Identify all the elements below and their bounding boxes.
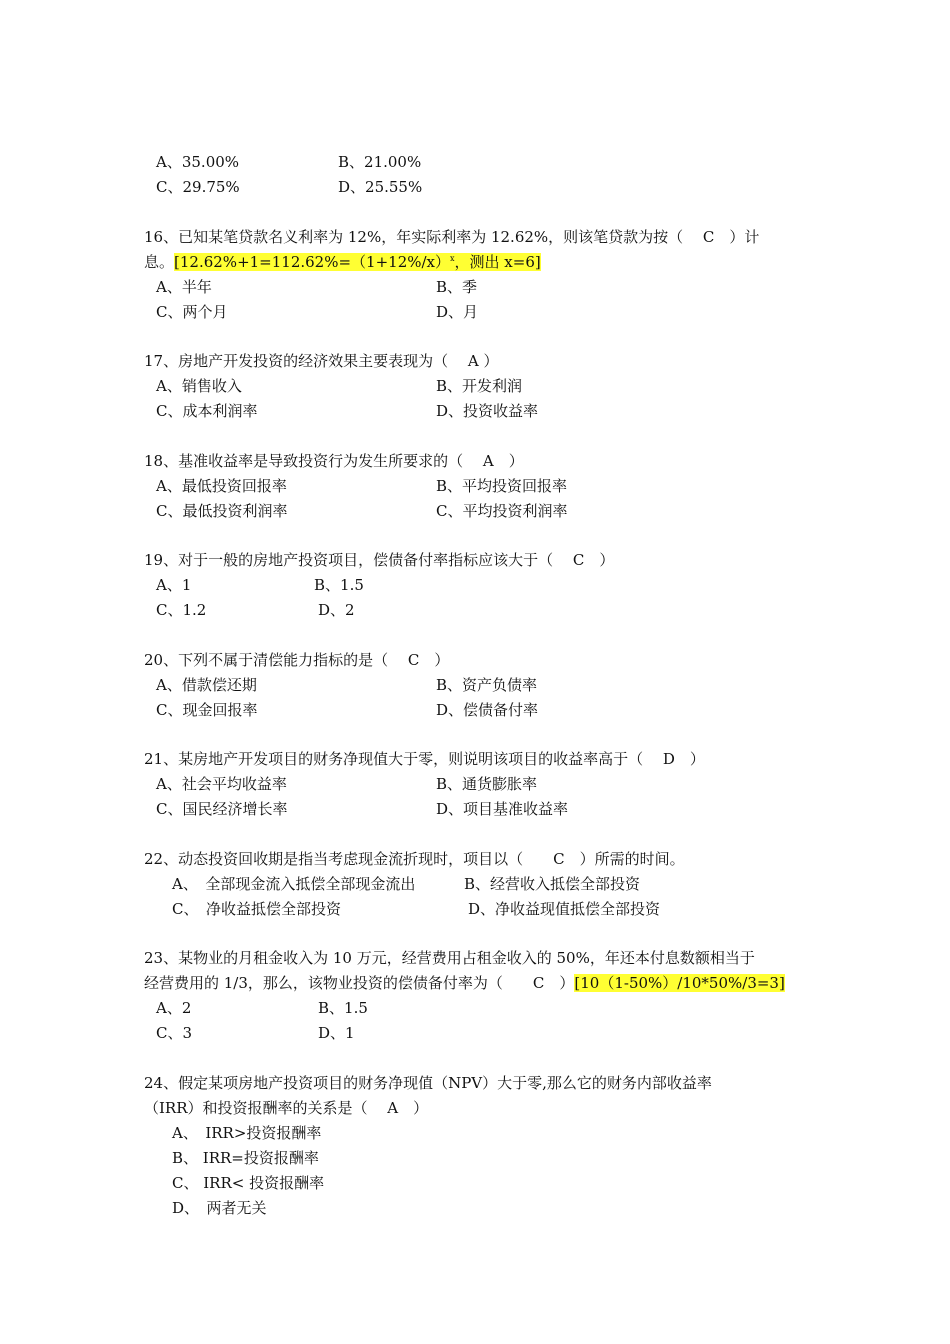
q17-option-c: C、成本利润率	[156, 402, 258, 420]
q24-option-b: B、 IRR=投资报酬率	[172, 1149, 319, 1167]
q22-stem: 22、动态投资回收期是指当考虑现金流折现时，项目以（ C ）所需的时间。	[144, 850, 685, 868]
q16-note-exponent: x	[450, 254, 455, 263]
q17-option-a: A、销售收入	[156, 377, 242, 395]
q18-option-a: A、最低投资回报率	[156, 477, 287, 495]
q23-solution-note: [10（1-50%）/10*50%/3=3]	[574, 974, 785, 992]
q19-stem: 19、对于一般的房地产投资项目，偿债备付率指标应该大于（ C ）	[144, 551, 615, 569]
q18-option-d: C、平均投资利润率	[436, 502, 568, 520]
q15-option-d: D、25.55%	[338, 178, 423, 196]
q20-option-d: D、偿债备付率	[436, 701, 539, 719]
q16-note-part2: ，测出 x=6]	[454, 253, 541, 271]
q18-stem: 18、基准收益率是导致投资行为发生所要求的（ A ）	[144, 452, 524, 470]
q18-option-b: B、平均投资回报率	[436, 477, 568, 495]
q16-option-d: D、月	[436, 303, 479, 321]
q22-option-c: C、 净收益抵偿全部投资	[172, 900, 341, 918]
q15-option-c: C、29.75%	[156, 178, 240, 196]
q19-option-c: C、1.2	[156, 601, 207, 619]
q21-stem: 21、某房地产开发项目的财务净现值大于零，则说明该项目的收益率高于（ D ）	[144, 750, 705, 768]
q19-option-a: A、1	[156, 576, 192, 594]
q23-option-b: B、1.5	[318, 999, 368, 1017]
q16-option-a: A、半年	[156, 278, 212, 296]
q15-option-b: B、21.00%	[338, 153, 422, 171]
q23-stem-line2	[144, 972, 785, 994]
q24-option-c: C、 IRR< 投资报酬率	[172, 1174, 325, 1192]
q20-option-b: B、资产负债率	[436, 676, 538, 694]
q22-option-a: A、 全部现金流入抵偿全部现金流出	[172, 875, 416, 893]
q17-option-b: B、开发利润	[436, 377, 523, 395]
q23-option-a: A、2	[156, 999, 192, 1017]
q23-stem-line1: 23、某物业的月租金收入为 10 万元，经营费用占租金收入的 50%，年还本付息数额相当于	[144, 949, 755, 967]
q16-note-part1: [12.62%+1=112.62%=（1+12%/x）	[174, 253, 451, 271]
q18-option-c: C、最低投资利润率	[156, 502, 288, 520]
q16-stem-line2	[144, 251, 541, 273]
q22-option-d: D、净收益现值抵偿全部投资	[468, 900, 661, 918]
q17-option-d: D、投资收益率	[436, 402, 539, 420]
q16-stem-line1: 16、已知某笔贷款名义利率为 12%，年实际利率为 12.62%，则该笔贷款为按（ C ）计	[144, 228, 760, 246]
q16-solution-note	[174, 253, 541, 271]
q20-stem: 20、下列不属于清偿能力指标的是（ C ）	[144, 651, 450, 669]
q15-option-a: A、35.00%	[156, 153, 240, 171]
q19-option-b: B、1.5	[314, 576, 364, 594]
q23-option-d: D、1	[318, 1024, 355, 1042]
q22-option-b: B、经营收入抵偿全部投资	[464, 875, 641, 893]
q21-option-c: C、国民经济增长率	[156, 800, 288, 818]
q24-stem-line1: 24、假定某项房地产投资项目的财务净现值（NPV）大于零,那么它的财务内部收益率	[144, 1074, 712, 1092]
q19-option-d: D、2	[318, 601, 355, 619]
q24-stem-line2: （IRR）和投资报酬率的关系是（ A ）	[144, 1099, 429, 1117]
q16-stem-prefix: 息。	[144, 253, 175, 271]
q24-option-d: D、 两者无关	[172, 1199, 267, 1217]
q16-option-b: B、季	[436, 278, 478, 296]
q23-option-c: C、3	[156, 1024, 193, 1042]
q21-option-a: A、社会平均收益率	[156, 775, 287, 793]
q23-stem-prefix: 经营费用的 1/3，那么，该物业投资的偿债备付率为（ C ）	[144, 974, 575, 992]
q20-option-c: C、现金回报率	[156, 701, 258, 719]
q24-option-a: A、 IRR>投资报酬率	[172, 1124, 322, 1142]
q21-option-b: B、通货膨胀率	[436, 775, 538, 793]
q17-stem: 17、房地产开发投资的经济效果主要表现为（ A ）	[144, 352, 499, 370]
q16-option-c: C、两个月	[156, 303, 228, 321]
q21-option-d: D、项目基准收益率	[436, 800, 569, 818]
q20-option-a: A、借款偿还期	[156, 676, 257, 694]
